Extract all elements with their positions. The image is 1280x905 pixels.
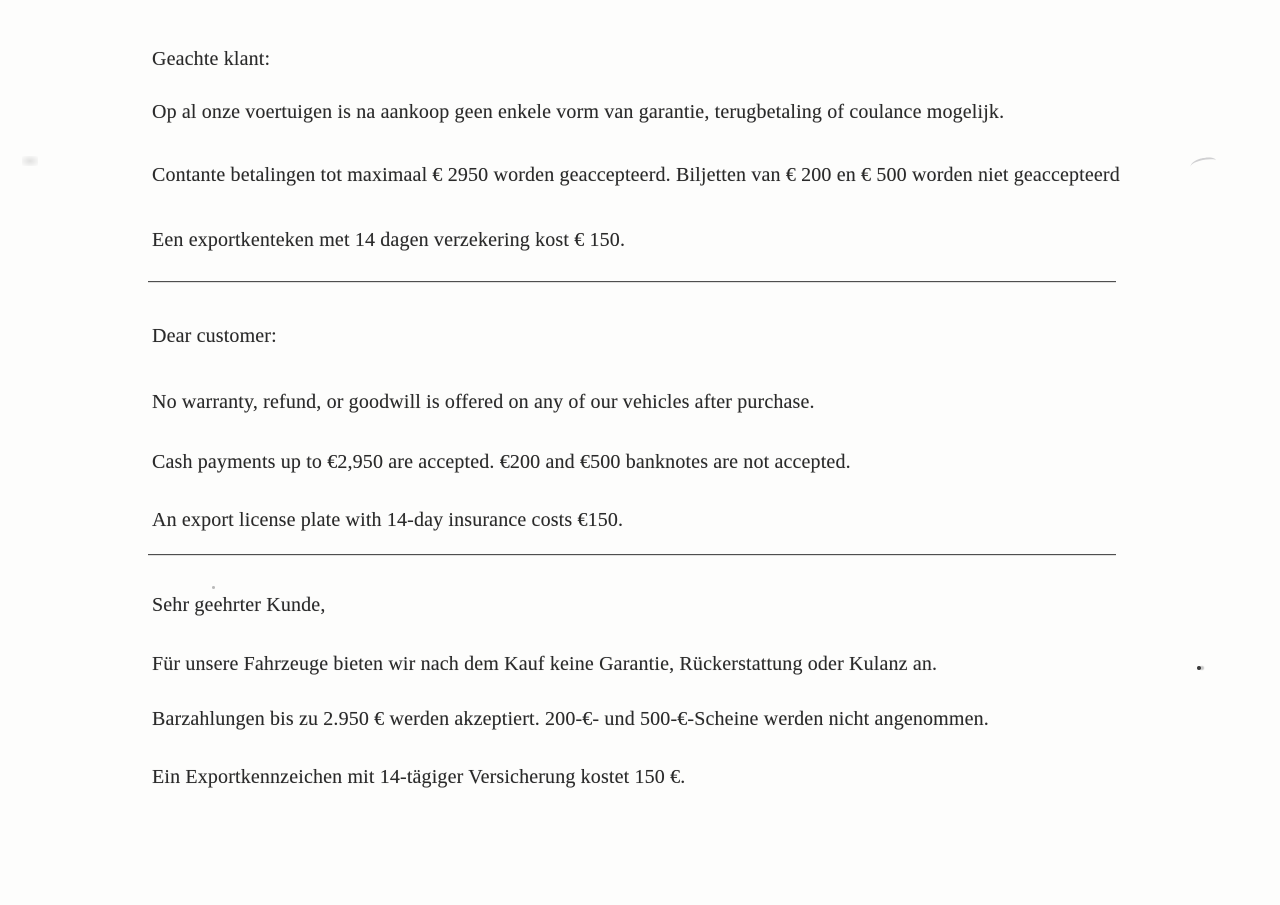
scan-artifact-ink-dot: [1197, 666, 1201, 670]
scan-artifact-speck: [212, 586, 215, 589]
english-paragraph-warranty: No warranty, refund, or goodwill is offered on any of our vehicles after purchase.: [152, 391, 815, 413]
english-greeting: Dear customer:: [152, 325, 277, 347]
english-paragraph-export-plate: An export license plate with 14-day insurance costs €150.: [152, 509, 624, 531]
dutch-paragraph-export-plate: Een exportkenteken met 14 dagen verzekering kost € 150.: [152, 229, 626, 251]
german-paragraph-warranty: Für unsere Fahrzeuge bieten wir nach dem Kauf keine Garantie, Rückerstattung oder Kulanz an.: [152, 653, 938, 675]
english-paragraph-cash: Cash payments up to €2,950 are accepted. €200 and €500 banknotes are not accepted.: [152, 451, 851, 473]
dutch-paragraph-warranty: Op al onze voertuigen is na aankoop geen enkele vorm van garantie, terugbetaling of coulance mogelijk.: [152, 101, 1005, 123]
scan-artifact-pen-squiggle: [1190, 156, 1217, 167]
scan-artifact-smudge: [22, 156, 38, 166]
german-greeting: Sehr geehrter Kunde,: [152, 594, 326, 616]
german-paragraph-export-plate: Ein Exportkennzeichen mit 14-tägiger Versicherung kostet 150 €.: [152, 766, 686, 788]
section-divider-1: [148, 281, 1116, 282]
dutch-greeting: Geachte klant:: [152, 48, 271, 70]
german-paragraph-cash: Barzahlungen bis zu 2.950 € werden akzeptiert. 200-€- und 500-€-Scheine werden nicht angenommen.: [152, 708, 989, 730]
section-divider-2: [148, 554, 1116, 555]
dutch-paragraph-cash: Contante betalingen tot maximaal € 2950 worden geaccepteerd. Biljetten van € 200 en € 500 worden niet geaccepteerd: [152, 164, 1120, 186]
